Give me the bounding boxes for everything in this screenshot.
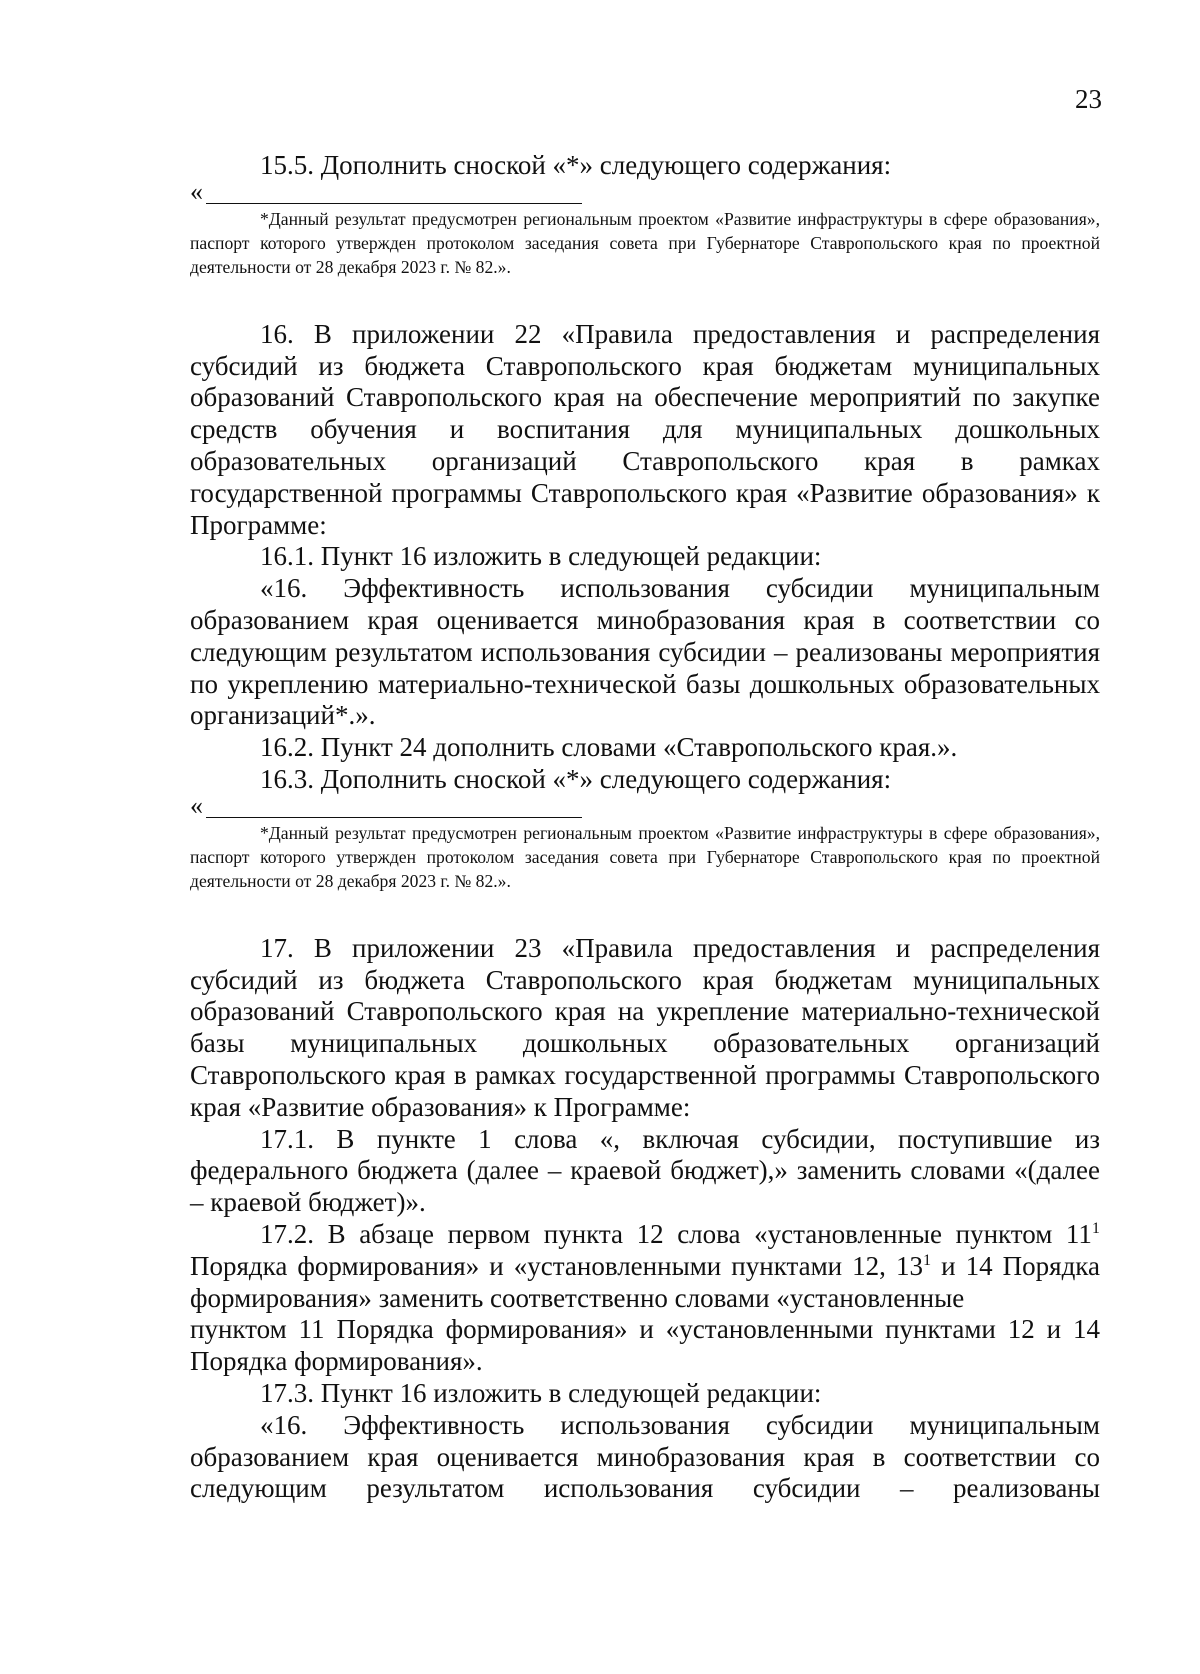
paragraph-17-2-text: Порядка формирования» и «установленными пунктами 12, 13 (190, 1250, 923, 1281)
paragraph-16-3: 16.3. Дополнить сноской «*» следующего содержания: (260, 763, 892, 794)
paragraph-17-2 (190, 1219, 1100, 1314)
paragraph-16-1-quote: «16. Эффективность использования субсидии муниципальным образованием края оценивается минобразования края в соответствии со следующим результатом использования субсидии – реализованы мероприятия по укреплению материально-технической базы дошкольных образовательных организаций*.». (190, 573, 1100, 731)
page-number: 23 (1075, 84, 1102, 114)
footnote-text: *Данный результат предусмотрен региональным проектом «Развитие инфраструктуры в сфере образования», паспорт которого утвержден протоколом заседания совета при Губернаторе Ставропольского края по проектной деятельности от 28 декабря 2023 г. № 82.». (190, 208, 1100, 277)
paragraph-17-1: 17.1. В пункте 1 слова «, включая субсидии, поступившие из федерального бюджета (далее – краевой бюджет),» заменить словами «(далее – краевой бюджет)». (190, 1123, 1100, 1218)
footnote-separator (190, 790, 1100, 821)
paragraph-17-2-continued: пунктом 11 Порядка формирования» и «установленными пунктами 12 и 14 Порядка формирования». (190, 1314, 1100, 1377)
footnote-text: *Данный результат предусмотрен региональным проектом «Развитие инфраструктуры в сфере образования», паспорт которого утвержден протоколом заседания совета при Губернаторе Ставропольского края по проектной деятельности от 28 декабря 2023 г. № 82.». (190, 822, 1100, 891)
paragraph-17-3: 17.3. Пункт 16 изложить в следующей редакции: (260, 1377, 822, 1408)
paragraph-17-2-text: и 14 Порядка формирования» заменить соответственно словами «установленные (190, 1250, 1101, 1313)
superscript: 1 (922, 1250, 932, 1269)
footnote-open-quote: « (190, 790, 203, 820)
footnote-separator (190, 176, 1100, 207)
footnote-open-quote: « (190, 176, 203, 206)
paragraph-16-2: 16.2. Пункт 24 дополнить словами «Ставропольского края.». (260, 732, 958, 763)
superscript: 1 (1091, 1218, 1100, 1237)
document-body (190, 150, 1100, 1505)
footnote-rule-line (206, 817, 582, 818)
paragraph-16-1: 16.1. Пункт 16 изложить в следующей редакции: (260, 541, 822, 572)
paragraph-17-2-text: 17.2. В абзаце первом пункта 12 слова «установленные пунктом 11 (260, 1218, 1092, 1249)
paragraph-17-3-quote: «16. Эффективность использования субсидии муниципальным образованием края оценивается минобразования края в соответствии со следующим результатом использования субсидии – реализованы (190, 1409, 1100, 1504)
paragraph-16: 16. В приложении 22 «Правила предоставления и распределения субсидий из бюджета Ставропольского края бюджетам муниципальных образований Ставропольского края на обеспечение мероприятий по закупке средств обучения и воспитания для муниципальных дошкольных образовательных организаций Ставропольского края в рамках государственной программы Ставропольского края «Развитие образования» к Программе: (190, 318, 1100, 540)
footnote-rule-line (206, 203, 582, 204)
paragraph-17: 17. В приложении 23 «Правила предоставления и распределения субсидий из бюджета Ставропольского края бюджетам муниципальных образований Ставропольского края на укрепление материально-технической базы муниципальных дошкольных образовательных организаций Ставропольского края в рамках государственной программы Ставропольского края «Развитие образования» к Программе: (190, 932, 1100, 1122)
paragraph-15-5: 15.5. Дополнить сноской «*» следующего содержания: (260, 150, 892, 180)
